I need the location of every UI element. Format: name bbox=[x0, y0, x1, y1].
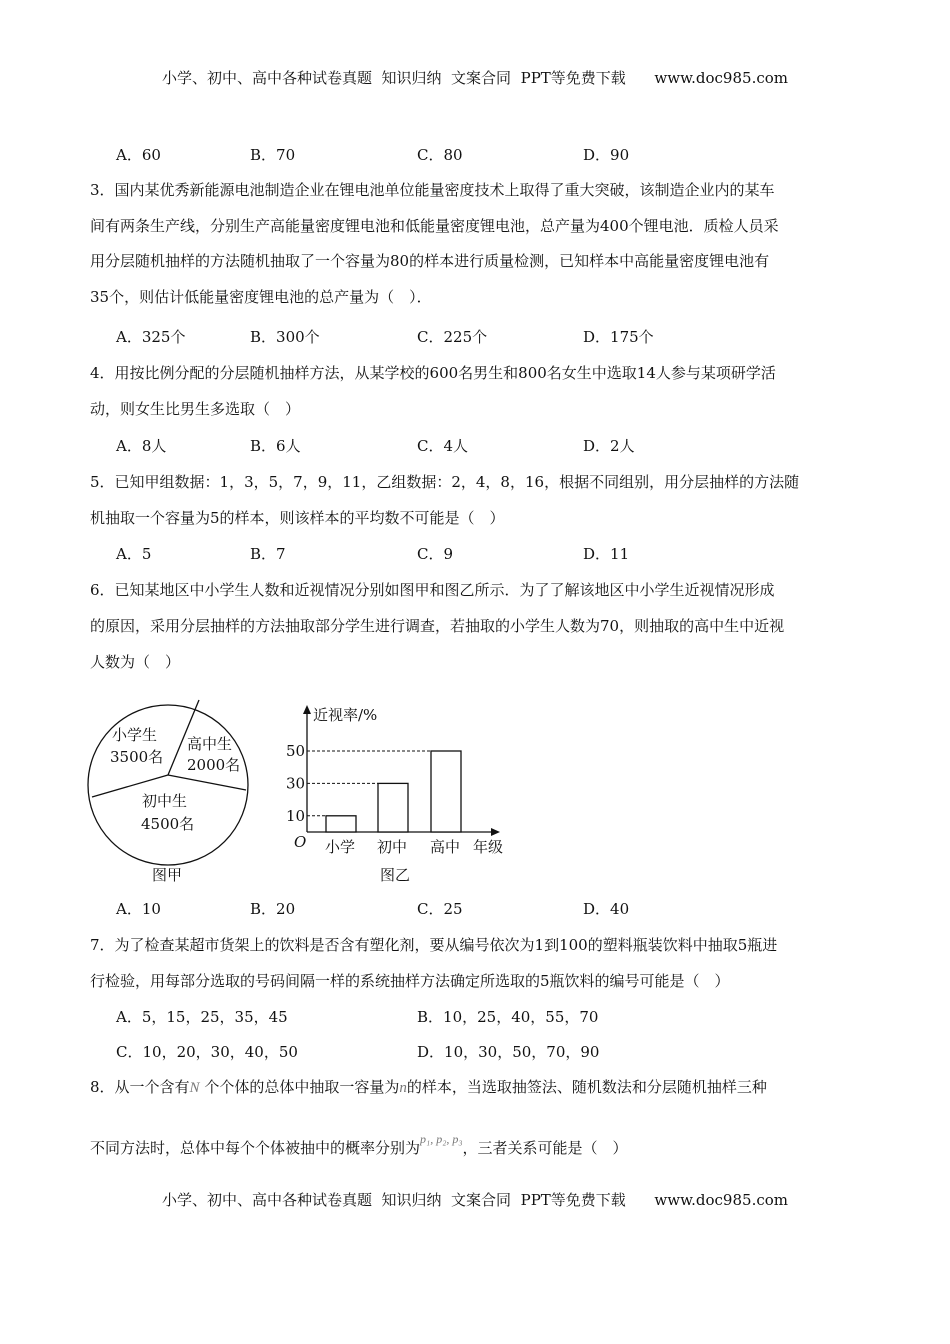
q6-option-d: D．40 bbox=[583, 900, 630, 918]
math-p1-p2-p3: p₁, p₂, p₃ bbox=[420, 1132, 463, 1146]
y-tick-label: 30 bbox=[286, 774, 306, 793]
y-axis-arrow bbox=[303, 705, 311, 714]
q5-text: 机抽取一个容量为5的样本，则该样本的平均数不可能是（ ） bbox=[90, 509, 505, 527]
origin-label: O bbox=[294, 833, 307, 851]
q6-option-a: A．10 bbox=[116, 900, 161, 918]
q8-text-part: ，三者关系可能是（ ） bbox=[462, 1139, 628, 1157]
q3-option-d: D．175个 bbox=[583, 328, 654, 346]
q4-option-d: D．2人 bbox=[583, 437, 635, 455]
q2-option-c: C．80 bbox=[417, 146, 463, 164]
q8-text bbox=[90, 1077, 850, 1098]
q2-option-a: A．60 bbox=[116, 146, 161, 164]
pie-label: 初中生 bbox=[142, 792, 188, 810]
q4-text: 动，则女生比男生多选取（ ） bbox=[90, 400, 301, 418]
q4-text: 4．用按比例分配的分层随机抽样方法，从某学校的600名男生和800名女生中选取14人参与某项研学活 bbox=[90, 364, 776, 382]
page-header: 小学、初中、高中各种试卷真题 知识归纳 文案合同 PPT等免费下载 www.doc985.com bbox=[161, 69, 788, 87]
q7-text: 行检验，用每部分选取的号码间隔一样的系统抽样方法确定所选取的5瓶饮料的编号可能是（ ） bbox=[90, 972, 730, 990]
q2-option-b: B．70 bbox=[250, 146, 296, 164]
q4-option-b: B．6人 bbox=[250, 437, 301, 455]
q7-text: 7．为了检查某超市货架上的饮料是否含有塑化剂，要从编号依次为1到100的塑料瓶装饮料中抽取5瓶进 bbox=[90, 936, 778, 954]
bar-初中 bbox=[378, 783, 408, 832]
x-tick-label: 小学 bbox=[325, 838, 356, 856]
q3-option-b: B．300个 bbox=[250, 328, 320, 346]
q6-option-c: C．25 bbox=[417, 900, 463, 918]
q5-option-a: A．5 bbox=[116, 545, 152, 563]
q6-text: 的原因，采用分层抽样的方法抽取部分学生进行调查，若抽取的小学生人数为70，则抽取的高中生中近视 bbox=[90, 617, 785, 635]
pie-divider bbox=[168, 775, 246, 790]
q8-text-part: 不同方法时，总体中每个个体被抽中的概率分别为 bbox=[90, 1139, 421, 1157]
pie-value: 2000名 bbox=[187, 756, 241, 774]
pie-label: 小学生 bbox=[112, 726, 158, 744]
pie-label: 高中生 bbox=[187, 735, 233, 753]
q3-text: 35个，则估计低能量密度锂电池的总产量为（ ）． bbox=[90, 288, 432, 306]
pie-value: 3500名 bbox=[110, 748, 164, 766]
q7-option-b: B．10，25，40，55，70 bbox=[417, 1008, 599, 1026]
q3-option-c: C．225个 bbox=[417, 328, 488, 346]
bar-小学 bbox=[326, 816, 356, 832]
x-axis-label: 年级 bbox=[473, 838, 504, 856]
q3-text: 用分层随机抽样的方法随机抽取了一个容量为80的样本进行质量检测，已知样本中高能量密度锂电池有 bbox=[90, 252, 770, 270]
y-axis-label: 近视率/% bbox=[313, 706, 378, 724]
q8-text-part: 个个体的总体中抽取一容量为 bbox=[199, 1078, 400, 1096]
q5-option-d: D．11 bbox=[583, 545, 630, 563]
x-axis-arrow bbox=[491, 828, 500, 836]
x-tick-label: 高中 bbox=[430, 838, 461, 856]
bar-caption: 图乙 bbox=[380, 866, 411, 884]
q5-option-b: B．7 bbox=[250, 545, 286, 563]
y-tick-label: 50 bbox=[286, 742, 306, 760]
y-tick-label: 10 bbox=[286, 806, 306, 825]
q3-text: 间有两条生产线，分别生产高能量密度锂电池和低能量密度锂电池，总产量为400个锂电池．质检人员采 bbox=[90, 217, 779, 235]
pie-value: 4500名 bbox=[141, 815, 195, 833]
page-footer: 小学、初中、高中各种试卷真题 知识归纳 文案合同 PPT等免费下载 www.doc985.com bbox=[161, 1191, 788, 1209]
math-n: n bbox=[399, 1080, 407, 1096]
pie-caption: 图甲 bbox=[152, 866, 183, 884]
q2-option-d: D．90 bbox=[583, 146, 630, 164]
q8-text-part: 8．从一个含有 bbox=[90, 1078, 190, 1096]
pie-chart bbox=[88, 700, 248, 884]
q7-option-a: A．5，15，25，35，45 bbox=[116, 1008, 288, 1026]
q5-text: 5．已知甲组数据：1，3，5，7，9，11，乙组数据：2，4，8，16，根据不同组别，用分层抽样的方法随 bbox=[90, 473, 800, 491]
q8-text bbox=[90, 1132, 850, 1159]
q3-option-a: A．325个 bbox=[116, 328, 186, 346]
q6-option-b: B．20 bbox=[250, 900, 296, 918]
q8-text-part: 的样本，当选取抽签法、随机数法和分层随机抽样三种 bbox=[406, 1078, 767, 1096]
q5-option-c: C．9 bbox=[417, 545, 454, 563]
q4-option-c: C．4人 bbox=[417, 437, 469, 455]
bar-高中 bbox=[431, 751, 461, 832]
math-N: N bbox=[189, 1080, 200, 1096]
q7-option-d: D．10，30，50，70，90 bbox=[417, 1043, 600, 1061]
bar-chart bbox=[286, 705, 503, 884]
q6-text: 人数为（ ） bbox=[90, 653, 181, 671]
x-tick-label: 初中 bbox=[377, 838, 408, 856]
q3-text: 3．国内某优秀新能源电池制造企业在锂电池单位能量密度技术上取得了重大突破，该制造企业内的某车 bbox=[90, 181, 775, 199]
q7-option-c: C．10，20，30，40，50 bbox=[116, 1043, 298, 1061]
q4-option-a: A．8人 bbox=[116, 437, 167, 455]
q6-text: 6．已知某地区中小学生人数和近视情况分别如图甲和图乙所示．为了了解该地区中小学生近视情况形成 bbox=[90, 581, 775, 599]
